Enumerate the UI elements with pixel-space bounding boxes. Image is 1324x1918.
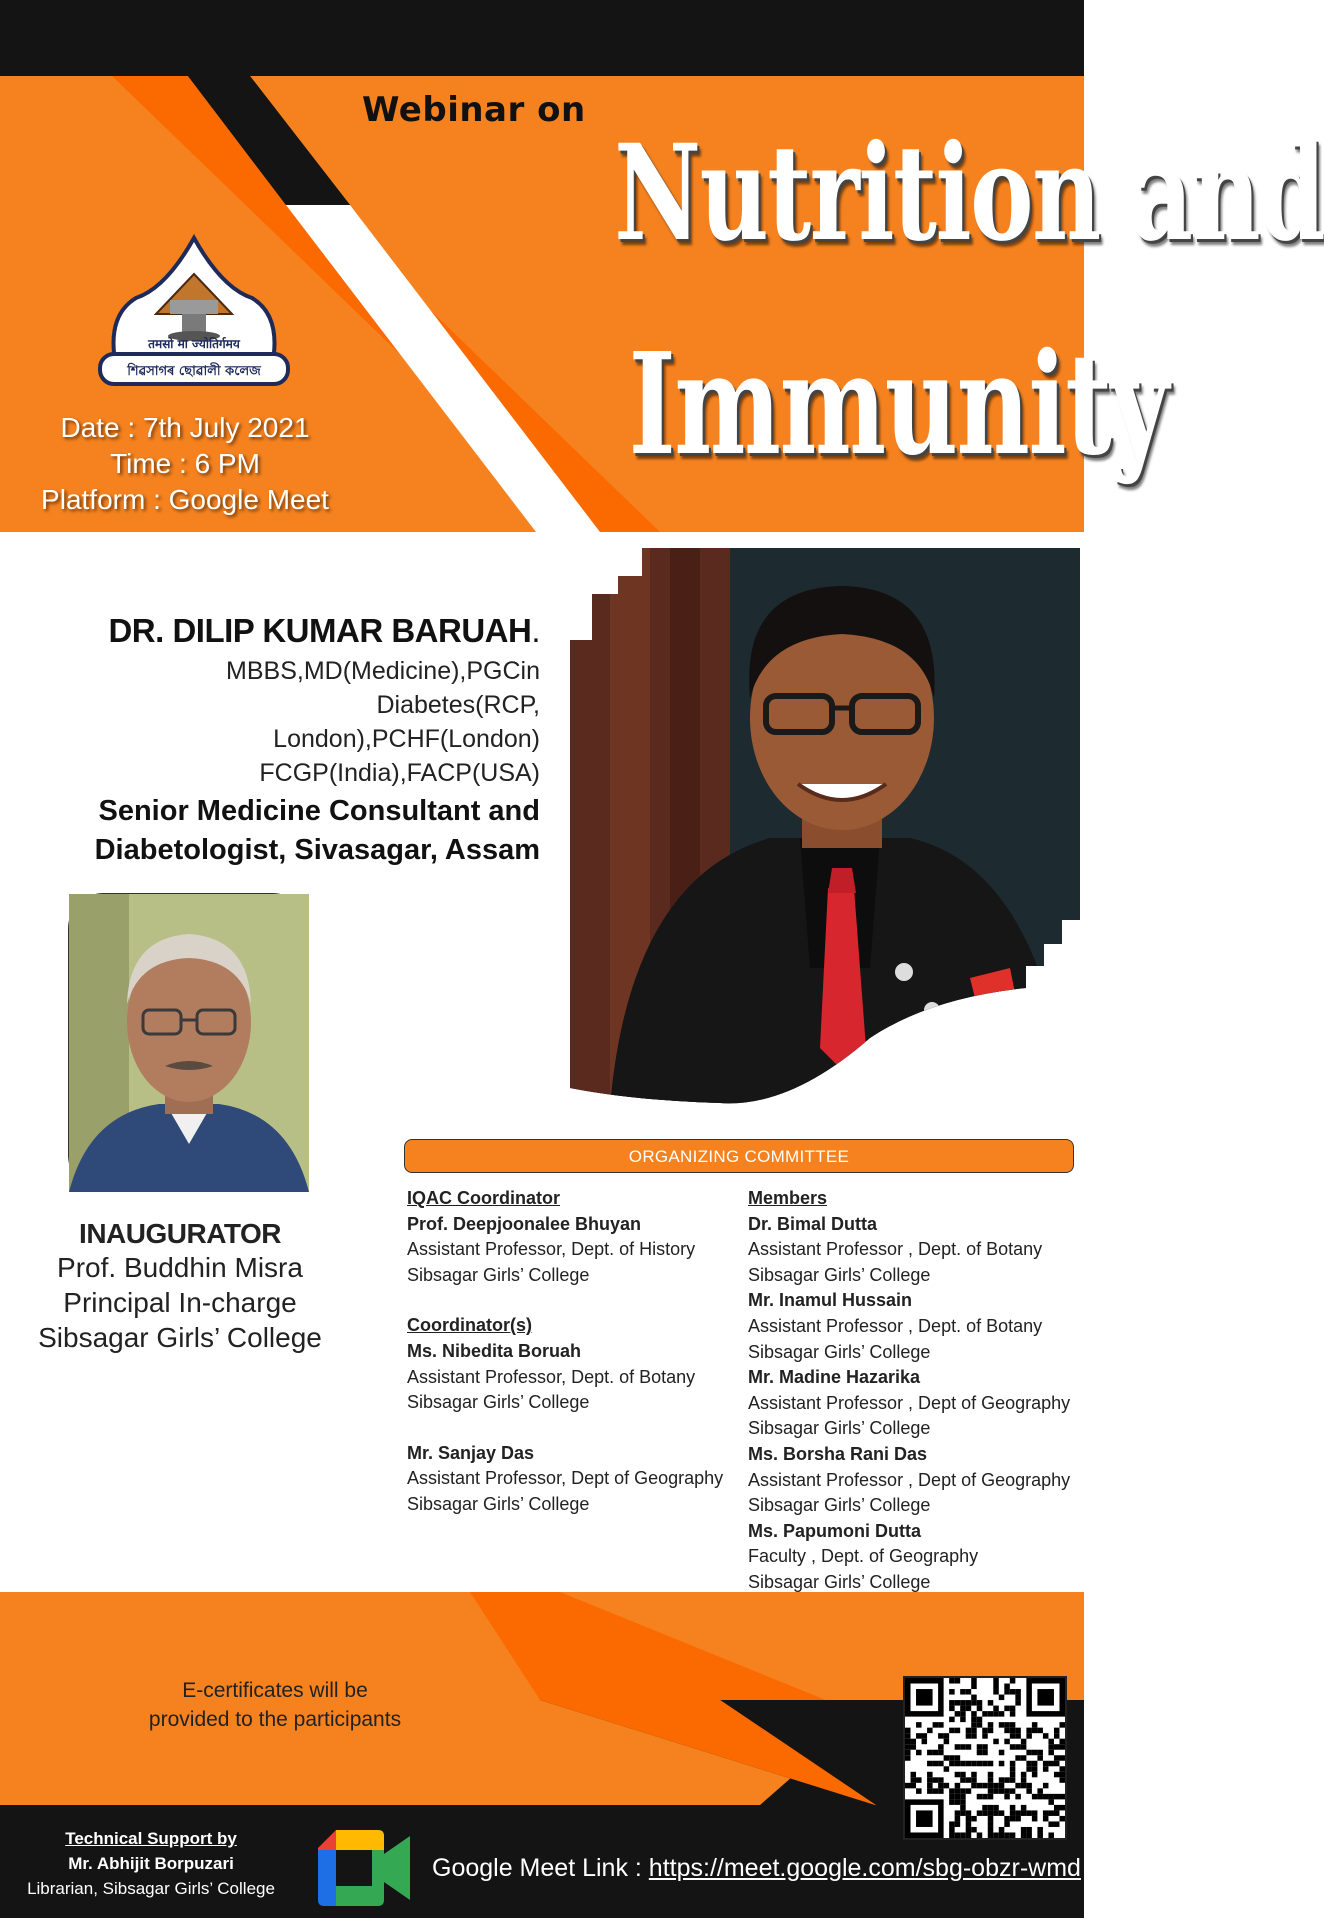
tech-support-label: Technical Support by xyxy=(65,1829,237,1848)
speaker-role xyxy=(60,792,540,870)
members-heading: Members xyxy=(748,1188,828,1208)
member-2-name: Mr. Inamul Hussain xyxy=(748,1290,913,1311)
member-2-college: Sibsagar Girls’ College xyxy=(748,1341,931,1362)
member-4-name: Ms. Borsha Rani Das xyxy=(748,1443,928,1464)
speaker-details xyxy=(60,612,540,870)
committee-right-column xyxy=(748,1186,1082,1596)
member-5-college: Sibsagar Girls’ College xyxy=(748,1571,931,1592)
member-1-name: Dr. Bimal Dutta xyxy=(748,1213,878,1234)
coordinator-1-college: Sibsagar Girls’ College xyxy=(407,1392,590,1413)
speaker-name: DR. DILIP KUMAR BARUAH xyxy=(108,612,532,649)
meet-link-label: Google Meet Link : xyxy=(432,1854,649,1882)
event-info xyxy=(30,410,340,518)
logo-college-name: শিৱসাগৰ ছোৱালী কলেজ xyxy=(127,364,261,379)
qr-code-icon xyxy=(905,1678,1065,1838)
iqac-dept: Assistant Professor, Dept. of History xyxy=(407,1239,696,1260)
member-5-dept: Faculty , Dept. of Geography xyxy=(748,1546,979,1567)
college-logo-icon xyxy=(96,236,292,392)
event-platform: Platform : Google Meet xyxy=(41,484,329,515)
title-line-2: Immunity xyxy=(628,323,1168,487)
qr-code[interactable] xyxy=(903,1676,1067,1840)
college-logo xyxy=(96,236,292,392)
speaker-qual-line-2: London),PCHF(London) xyxy=(273,725,540,753)
top-black-band xyxy=(0,0,1084,76)
inaugurator-label: INAUGURATOR xyxy=(79,1218,281,1249)
speaker-name-period: . xyxy=(531,612,540,649)
speaker-name-line xyxy=(60,612,540,650)
speaker-qual-line-3: FCGP(India),FACP(USA) xyxy=(259,759,540,787)
iqac-college: Sibsagar Girls’ College xyxy=(407,1264,590,1285)
speaker-role-line-1: Senior Medicine Consultant and xyxy=(98,795,540,827)
iqac-heading: IQAC Coordinator xyxy=(407,1188,560,1208)
meet-link-line xyxy=(432,1854,1081,1883)
meet-link-url[interactable]: https://meet.google.com/sbg-obzr-wmd xyxy=(648,1854,1081,1882)
certificate-note xyxy=(120,1676,430,1734)
logo-motto: तमसो मा ज्योतिर्गमय xyxy=(148,337,240,351)
tech-support-role: Librarian, Sibsagar Girls’ College xyxy=(27,1879,275,1898)
inaugurator-college: Sibsagar Girls’ College xyxy=(38,1322,322,1353)
coordinator-2-college: Sibsagar Girls’ College xyxy=(407,1493,590,1514)
member-1-dept: Assistant Professor , Dept. of Botany xyxy=(748,1239,1043,1260)
certificate-line-2: provided to the participants xyxy=(148,1708,402,1731)
committee-title: ORGANIZING COMMITTEE xyxy=(404,1139,1074,1173)
coordinator-2-name: Mr. Sanjay Das xyxy=(407,1442,535,1463)
inaugurator-position: Principal In-charge xyxy=(63,1287,297,1318)
speaker-qual-line-1: MBBS,MD(Medicine),PGCin Diabetes(RCP, xyxy=(226,657,540,719)
event-time: Time : 6 PM xyxy=(110,448,260,479)
webinar-on-label: Webinar on xyxy=(362,90,586,130)
member-3-dept: Assistant Professor , Dept of Geography xyxy=(748,1392,1071,1413)
member-1-college: Sibsagar Girls’ College xyxy=(748,1264,931,1285)
speaker-qualifications xyxy=(60,654,540,790)
member-4-college: Sibsagar Girls’ College xyxy=(748,1495,931,1516)
event-date: Date : 7th July 2021 xyxy=(60,412,310,443)
speaker-photo xyxy=(570,548,1080,1106)
member-3-name: Mr. Madine Hazarika xyxy=(748,1367,921,1388)
tech-support-name: Mr. Abhijit Borpuzari xyxy=(68,1854,234,1873)
committee-left-column xyxy=(407,1186,737,1518)
coordinators-heading: Coordinator(s) xyxy=(407,1315,532,1336)
member-3-college: Sibsagar Girls’ College xyxy=(748,1418,931,1439)
member-4-dept: Assistant Professor , Dept of Geography xyxy=(748,1469,1071,1490)
google-meet-icon xyxy=(318,1830,410,1906)
coordinator-2-dept: Assistant Professor, Dept of Geography xyxy=(407,1468,724,1489)
certificate-line-1: E-certificates will be xyxy=(182,1679,368,1702)
member-5-name: Ms. Papumoni Dutta xyxy=(748,1520,922,1541)
coordinator-1-dept: Assistant Professor, Dept. of Botany xyxy=(407,1366,696,1387)
inaugurator-photo xyxy=(68,893,308,1191)
inaugurator-details xyxy=(30,1218,330,1355)
member-2-dept: Assistant Professor , Dept. of Botany xyxy=(748,1315,1043,1336)
iqac-name: Prof. Deepjoonalee Bhuyan xyxy=(407,1213,642,1234)
title-line-1: Nutrition and xyxy=(614,116,1324,271)
speaker-role-line-2: Diabetologist, Sivasagar, Assam xyxy=(94,834,540,866)
inaugurator-name: Prof. Buddhin Misra xyxy=(57,1252,303,1283)
technical-support xyxy=(20,1826,282,1901)
coordinator-1-name: Ms. Nibedita Boruah xyxy=(407,1340,582,1361)
